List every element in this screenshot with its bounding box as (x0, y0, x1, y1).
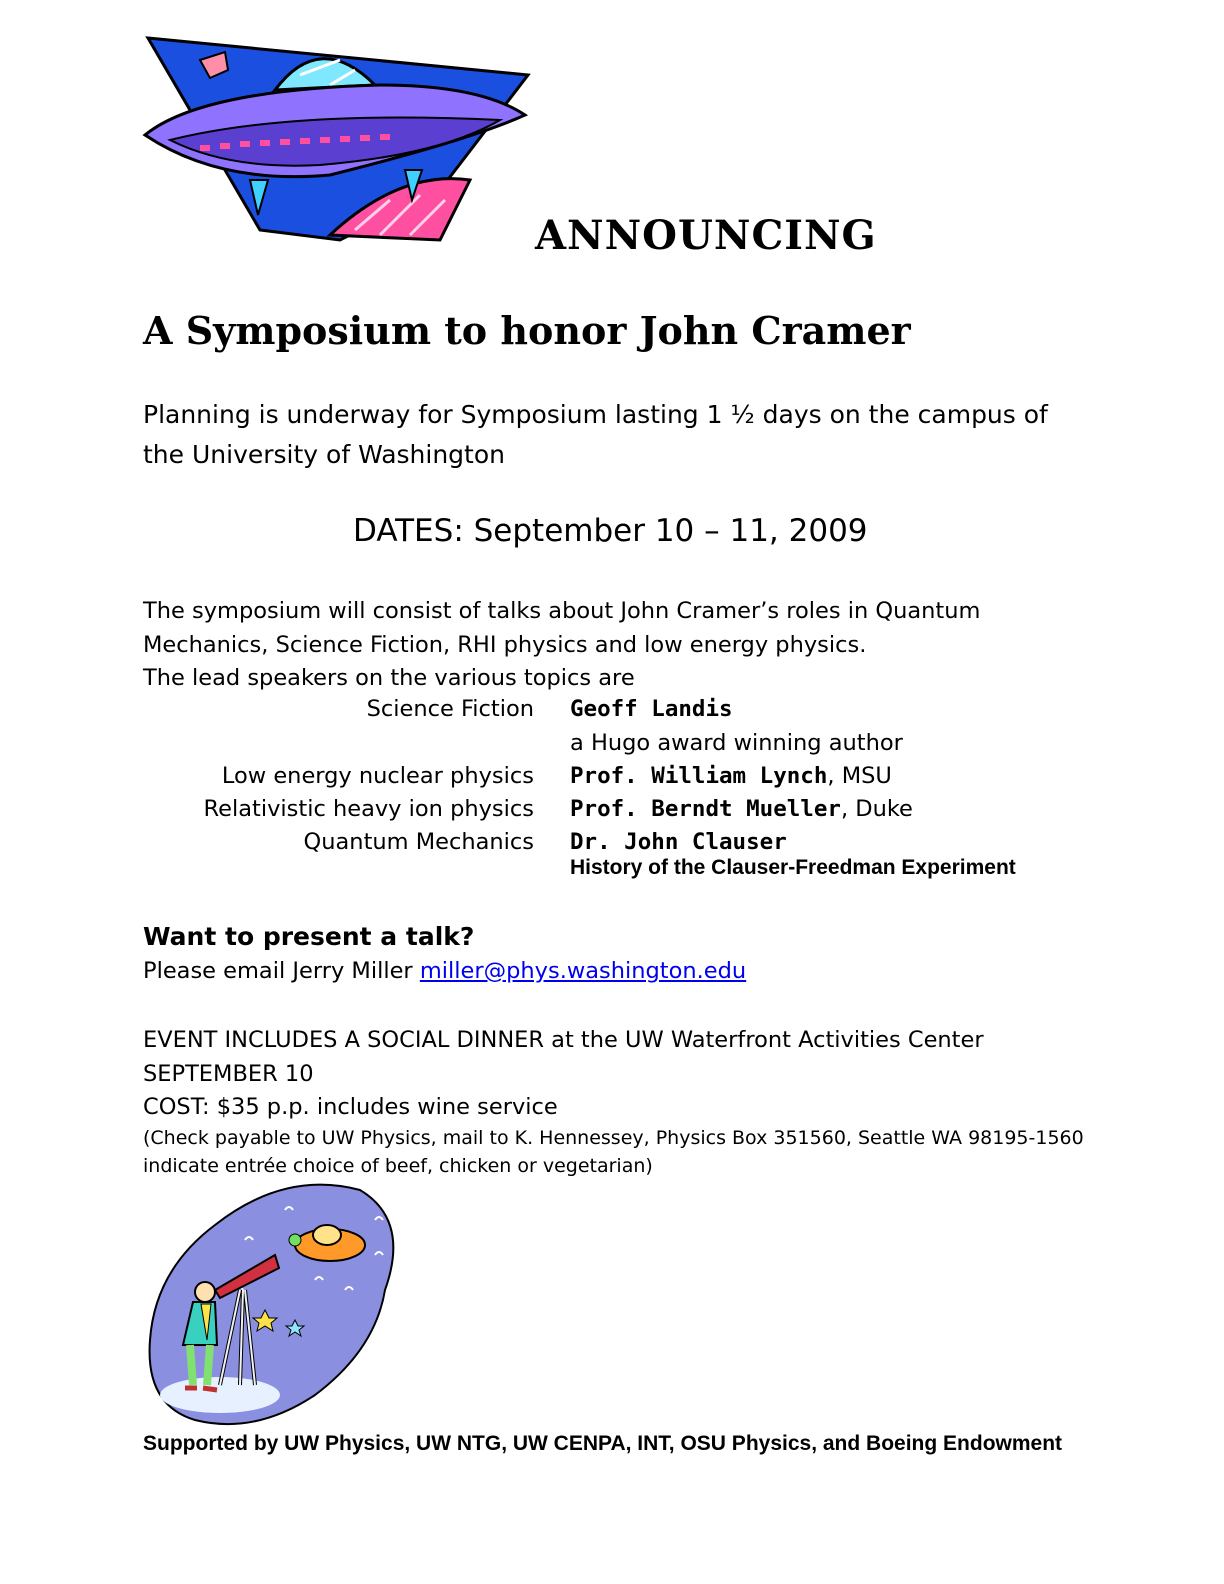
speaker-affiliation: a Hugo award winning author (570, 730, 903, 756)
speaker-name: Prof. Berndt Mueller (570, 796, 841, 822)
announcing-heading: ANNOUNCING (535, 212, 877, 259)
speaker-name: Geoff Landis (570, 696, 733, 722)
intro-line-1: Planning is underway for Symposium lasting 1 ½ days on the campus of (143, 400, 1048, 429)
dinner-cost: COST: $35 p.p. includes wine service (143, 1094, 558, 1120)
payment-note-line-2: indicate entrée choice of beef, chicken or vegetarian) (143, 1155, 653, 1177)
speaker-entry (570, 826, 787, 860)
speaker-entry (570, 693, 733, 727)
intro-line-2: the University of Washington (143, 440, 505, 469)
page-title: A Symposium to honor John Cramer (143, 308, 911, 353)
speaker-affiliation: , MSU (827, 763, 892, 789)
description-line-3: The lead speakers on the various topics are (143, 665, 635, 691)
sponsors-footer: Supported by UW Physics, UW NTG, UW CENPA, INT, OSU Physics, and Boeing Endowment (143, 1432, 1063, 1455)
ufo-clipart (140, 30, 535, 245)
speaker-name: Dr. John Clauser (570, 829, 787, 855)
description-paragraph (143, 595, 980, 696)
speaker-entry (570, 760, 892, 794)
payment-note-line-1: (Check payable to UW Physics, mail to K. Hennessey, Physics Box 351560, Seattle WA 98195-1560 (143, 1127, 1084, 1149)
email-prompt: Please email Jerry Miller (143, 958, 420, 984)
speaker-topic: Relativistic heavy ion physics (203, 796, 534, 822)
dinner-info (143, 1024, 984, 1125)
speaker-topic: Low energy nuclear physics (221, 763, 534, 789)
speaker-name: Prof. William Lynch (570, 763, 828, 789)
email-line (143, 958, 746, 984)
speaker-affiliation: , Duke (840, 796, 913, 822)
dinner-line-2: SEPTEMBER 10 (143, 1060, 314, 1087)
description-line-2: Mechanics, Science Fiction, RHI physics and low energy physics. (143, 631, 867, 658)
speaker-entry (570, 793, 913, 827)
astronomer-clipart (145, 1180, 410, 1430)
dinner-line-1: EVENT INCLUDES A SOCIAL DINNER at the UW Waterfront Activities Center (143, 1027, 984, 1053)
clauser-talk-title: History of the Clauser-Freedman Experiment (570, 856, 1016, 879)
intro-paragraph (143, 395, 1048, 475)
present-talk-heading: Want to present a talk? (143, 922, 475, 951)
email-link[interactable]: miller@phys.washington.edu (419, 958, 747, 984)
payment-note (143, 1124, 1084, 1180)
description-line-1: The symposium will consist of talks about John Cramer’s roles in Quantum (143, 598, 981, 624)
speaker-entry (570, 727, 903, 761)
speaker-topic: Science Fiction (366, 696, 534, 722)
event-dates: DATES: September 10 – 11, 2009 (353, 513, 868, 549)
speaker-topic: Quantum Mechanics (303, 829, 534, 855)
